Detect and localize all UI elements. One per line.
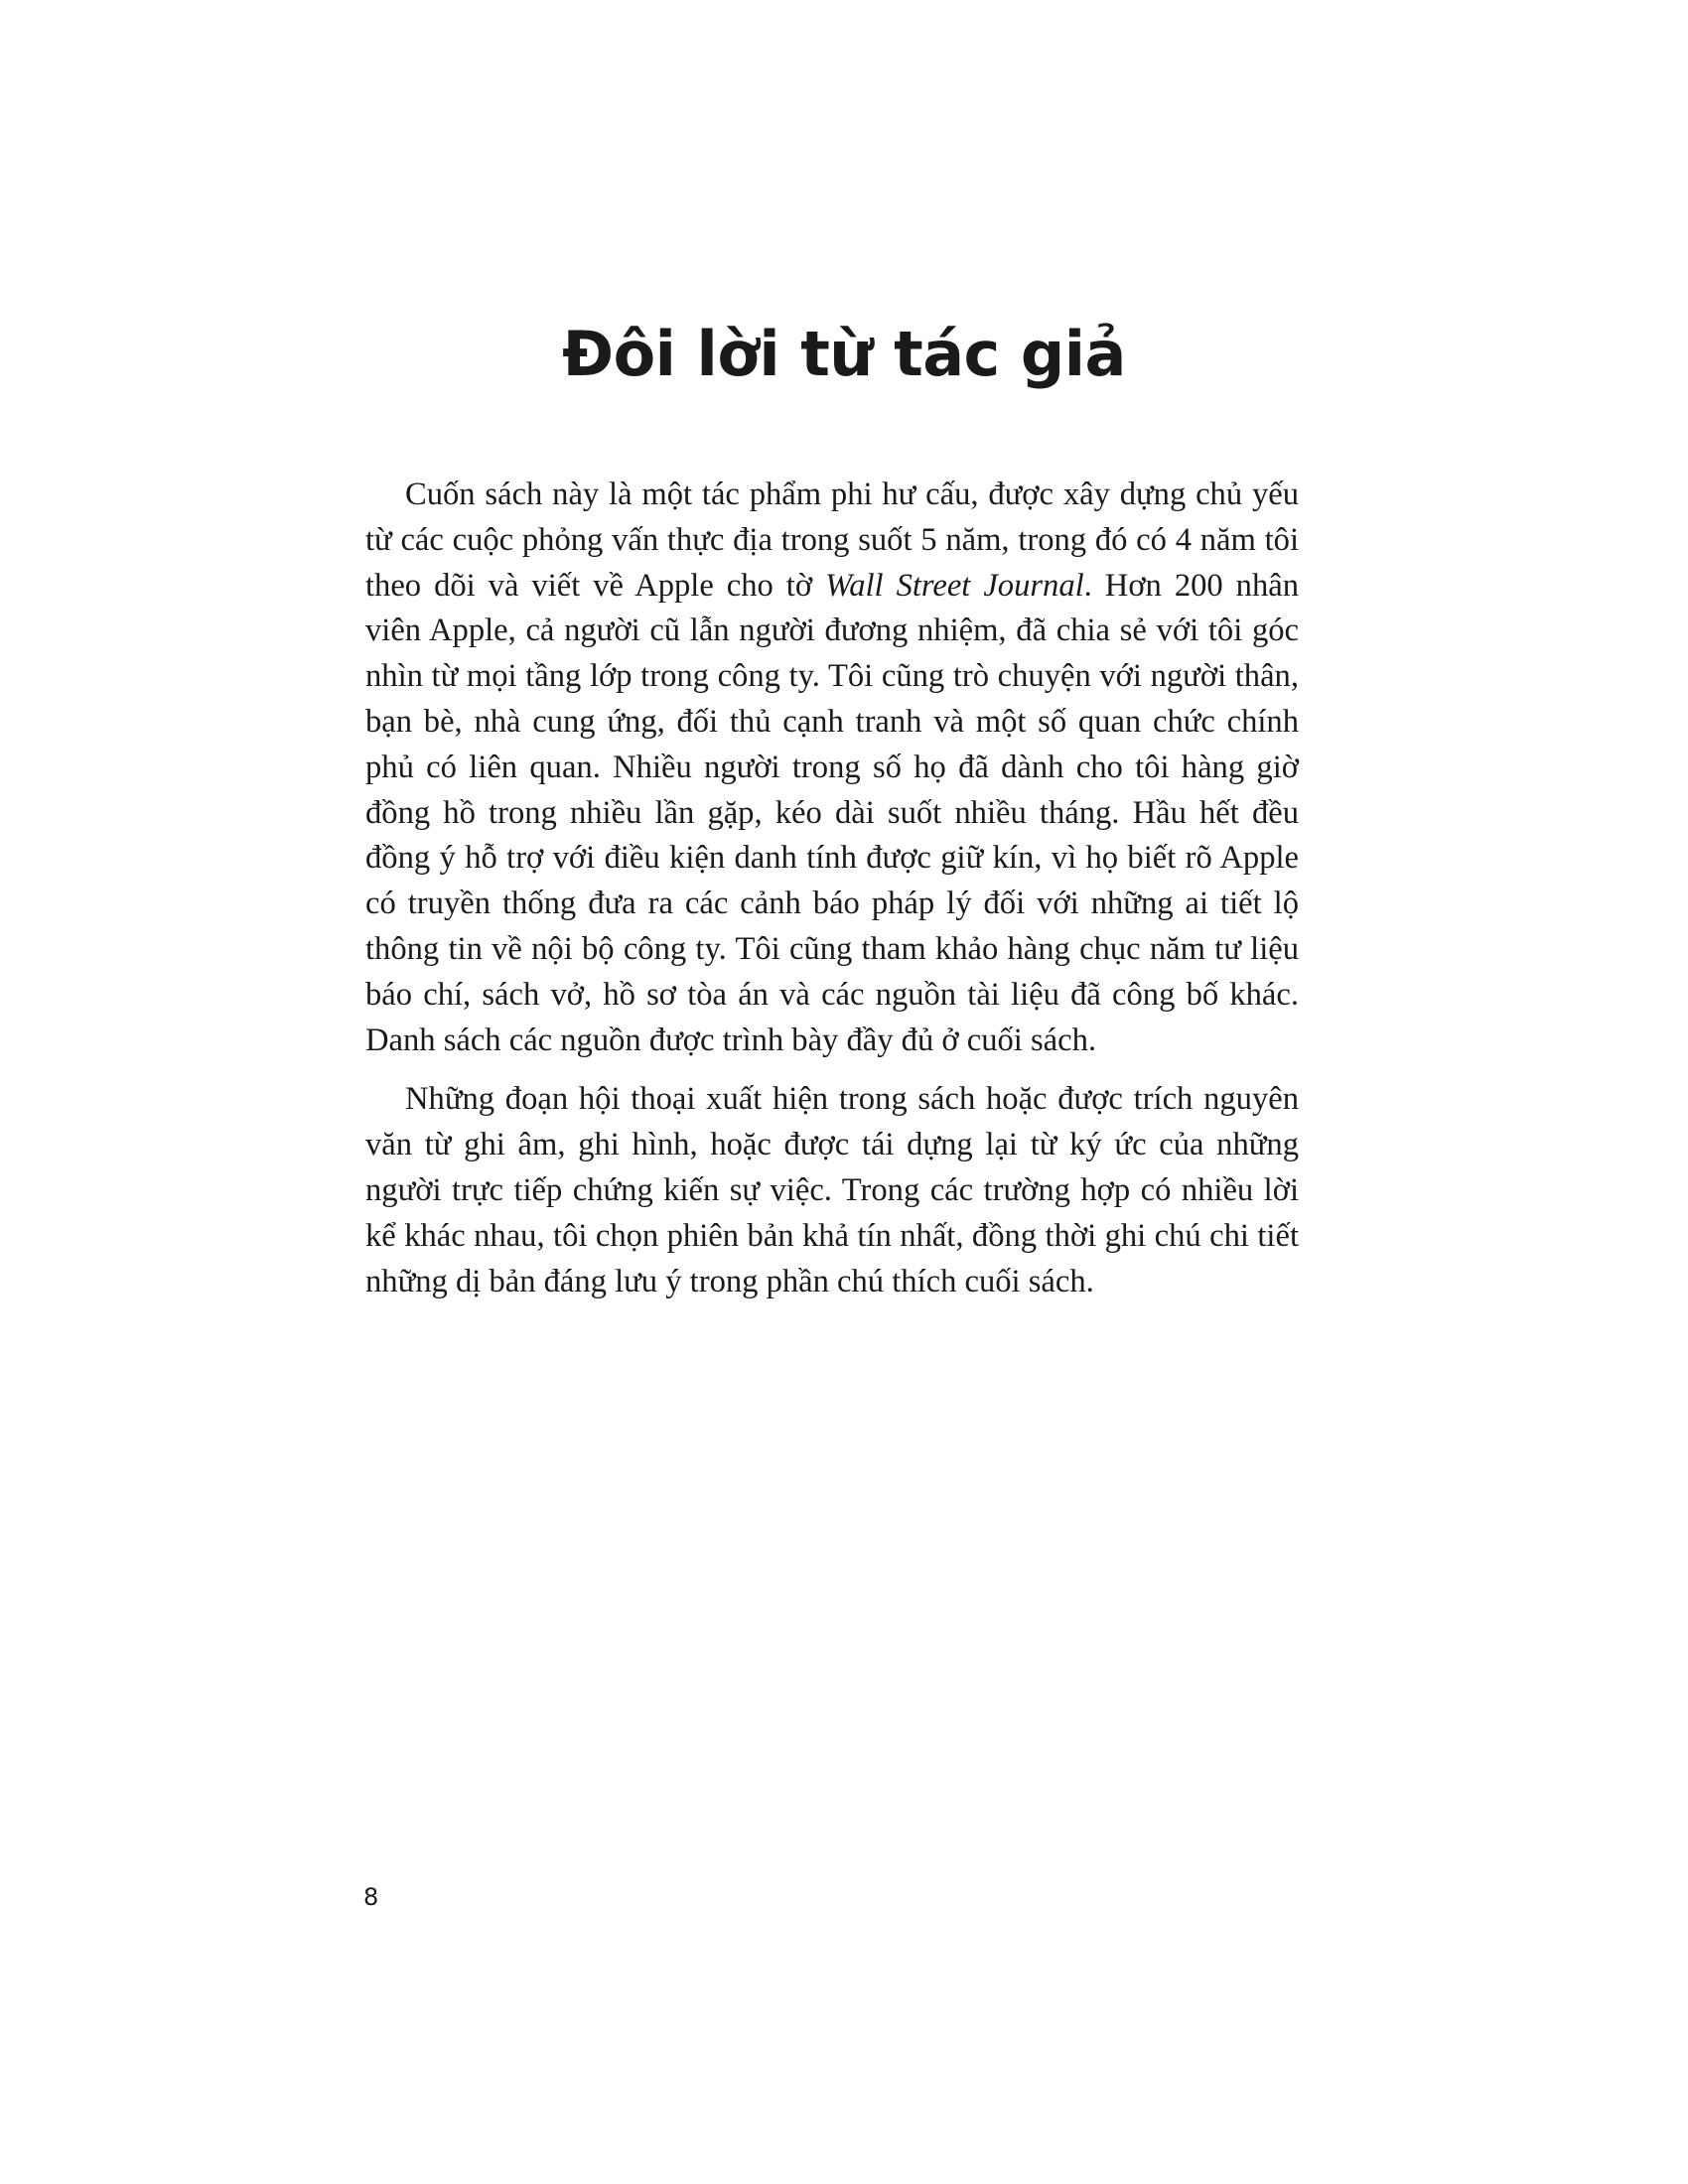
paragraph-1 <box>365 473 1299 1063</box>
paragraph-2: Những đoạn hội thoại xuất hiện trong sách hoặc được trích nguyên văn từ ghi âm, ghi hình, hoặc được tái dựng lại từ ký ức của những người trực tiếp chứng kiến sự việc. Trong các trường hợp có nhiều lời kể khác nhau, tôi chọn phiên bản khả tín nhất, đồng thời ghi chú chi tiết những dị bản đáng lưu ý trong phần chú thích cuối sách. <box>365 1081 1299 1299</box>
chapter-title: Đôi lời từ tác giả <box>562 318 1126 390</box>
publication-name: Wall Street Journal <box>825 567 1084 604</box>
paragraph-1-text-end: . Hơn 200 nhân viên Apple, cả người cũ lẫn người đương nhiệm, đã chia sẻ với tôi góc nhìn từ mọi tầng lớp trong công ty. Tôi cũng trò chuyện với người thân, bạn bè, nhà cung ứng, đối thủ cạnh tranh và một số quan chức chính phủ có liên quan. Nhiều người trong số họ đã dành cho tôi hàng giờ đồng hồ trong nhiều lần gặp, kéo dài suốt nhiều tháng. Hầu hết đều đồng ý hỗ trợ với điều kiện danh tính được giữ kín, vì họ biết rõ Apple có truyền thống đưa ra các cảnh báo pháp lý đối với những ai tiết lộ thông tin về nội bộ công ty. Tôi cũng tham khảo hàng chục năm tư liệu báo chí, sách vở, hồ sơ tòa án và các nguồn tài liệu đã công bố khác. Danh sách các nguồn được trình bày đầy đủ ở cuối sách. <box>365 567 1299 1058</box>
chapter-body <box>365 473 1299 1318</box>
page-number: 8 <box>363 1883 379 1911</box>
paragraph-1-text-start: Cuốn sách này là một tác phẩm phi hư cấu, được xây dựng chủ yếu từ các cuộc phỏng vấn thực địa trong suốt 5 năm, trong đó có 4 năm tôi theo dõi và viết về Apple cho tờ <box>365 477 1299 604</box>
